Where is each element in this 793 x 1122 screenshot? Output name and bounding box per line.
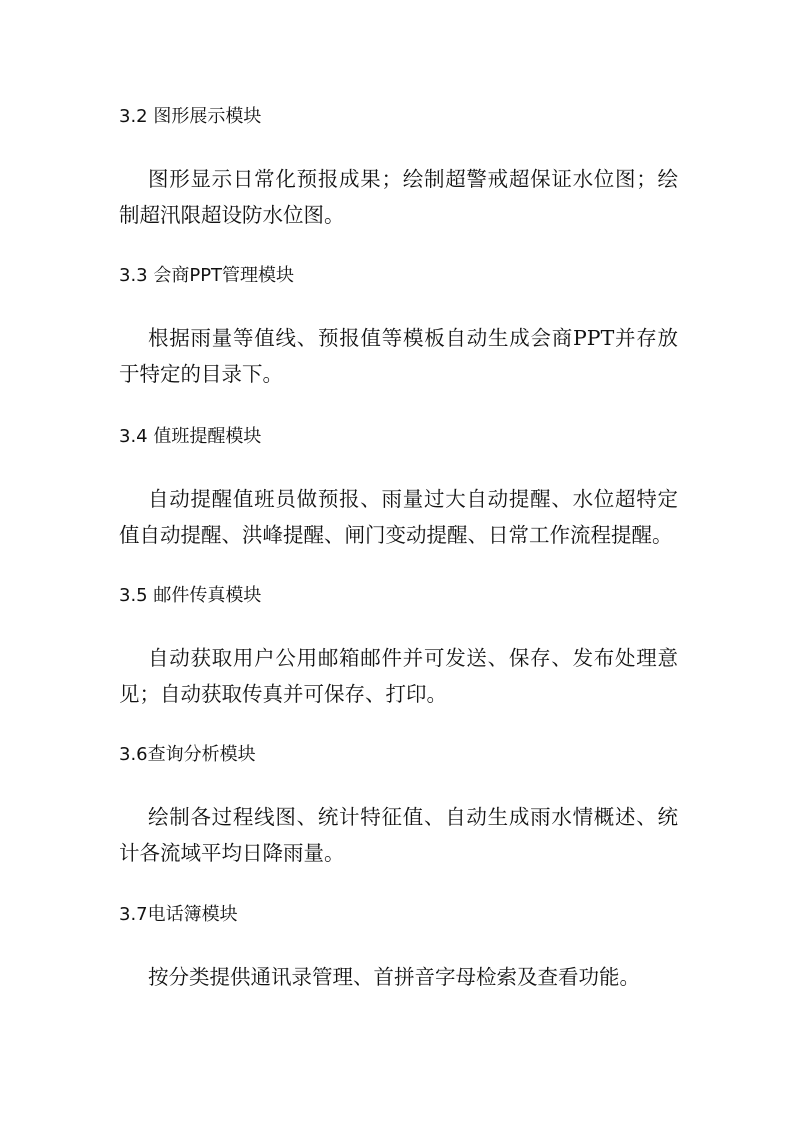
section-paragraph: 按分类提供通讯录管理、首拼音字母检索及查看功能。	[148, 965, 640, 989]
section-3-3	[119, 258, 678, 392]
section-3-4	[119, 419, 678, 553]
section-heading: 3.7电话簿模块	[119, 904, 238, 925]
section-3-5	[119, 578, 678, 712]
section-paragraph: 根据雨量等值线、预报值等模板自动生成会商PPT并存放于特定的目录下。	[119, 326, 678, 386]
section-heading: 3.4 值班提醒模块	[119, 426, 262, 447]
section-3-6	[119, 737, 678, 871]
section-3-7	[119, 897, 678, 995]
section-heading: 3.2 图形展示模块	[119, 106, 262, 127]
section-heading: 3.3 会商PPT管理模块	[119, 265, 295, 286]
section-paragraph: 图形显示日常化预报成果；绘制超警戒超保证水位图；绘制超汛限超设防水位图。	[119, 167, 678, 227]
section-paragraph: 自动获取用户公用邮箱邮件并可发送、保存、发布处理意见；自动获取传真并可保存、打印。	[119, 646, 678, 706]
section-heading: 3.5 邮件传真模块	[119, 585, 262, 606]
section-paragraph: 自动提醒值班员做预报、雨量过大自动提醒、水位超特定值自动提醒、洪峰提醒、闸门变动提醒、日常工作流程提醒。	[119, 487, 678, 547]
section-heading: 3.6查询分析模块	[119, 744, 256, 765]
section-paragraph: 绘制各过程线图、统计特征值、自动生成雨水情概述、统计各流域平均日降雨量。	[119, 805, 678, 865]
section-3-2	[119, 99, 678, 233]
